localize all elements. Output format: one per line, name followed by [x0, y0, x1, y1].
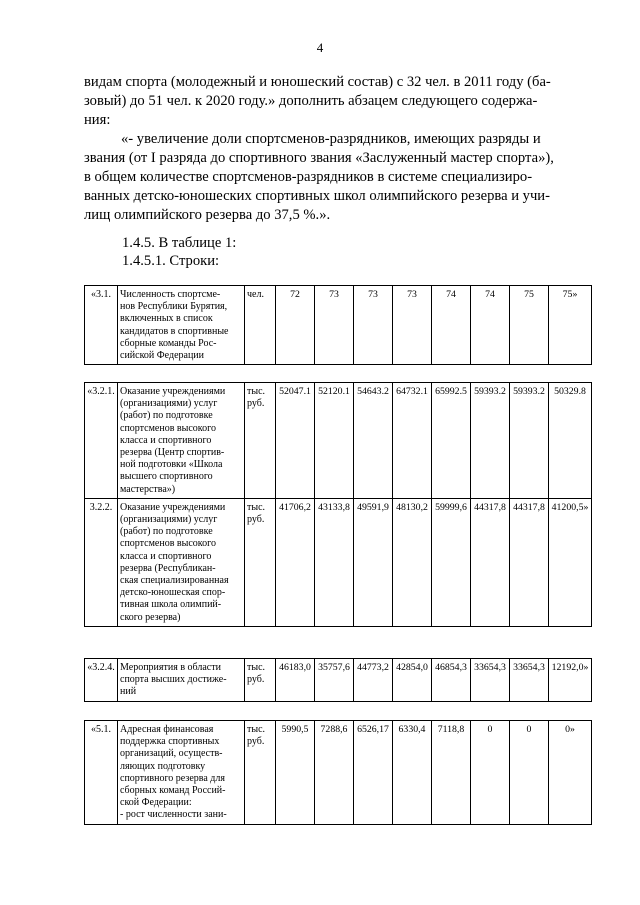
unit-line: руб.: [247, 736, 265, 748]
row-indicator-name: [118, 659, 245, 702]
intro-line: звания (от I разряда до спортивного звания «Заслуженный мастер спорта»),: [84, 150, 554, 166]
row-value: 6526,17: [354, 721, 393, 825]
row-value: 6330,4: [393, 721, 432, 825]
row-indicator-name: [118, 721, 245, 825]
intro-line: ния:: [84, 112, 111, 128]
row-indicator-name: [118, 498, 245, 626]
table-row: [85, 286, 592, 365]
row-value: 59999,6: [432, 498, 471, 626]
row-value: 41200,5»: [549, 498, 592, 626]
row-value: 0»: [549, 721, 592, 825]
indicator-line: спортивного резерва для: [120, 772, 225, 784]
subsection-heading: 1.4.5.1. Строки:: [122, 253, 220, 269]
data-table: [84, 720, 592, 825]
indicator-line: спортсменов высокого: [120, 422, 217, 434]
unit-line: тыс.: [247, 724, 266, 735]
indicator-line: нов Республики Бурятия,: [120, 301, 228, 313]
table-row: [85, 659, 592, 702]
row-value: 59393.2: [510, 383, 549, 499]
row-code: «3.2.1.: [85, 383, 118, 499]
row-value: 52120.1: [315, 383, 354, 499]
indicator-line: Оказание учреждениями: [120, 386, 226, 397]
row-unit: [245, 286, 276, 365]
intro-line: зовый) до 51 чел. к 2020 году.» дополнить абзацем следующего содержа-: [84, 93, 538, 109]
indicator-line: класса и спортивного: [120, 550, 212, 562]
indicator-line: - рост численности зани-: [120, 809, 227, 821]
row-value: 44317,8: [510, 498, 549, 626]
indicator-line: Оказание учреждениями: [120, 501, 226, 513]
indicator-line: резерва (Центр спортив-: [120, 447, 225, 459]
indicator-line: включенных в список: [120, 313, 213, 325]
table-row: [85, 721, 592, 825]
indicator-line: класса и спортивного: [120, 434, 212, 446]
indicator-line: (организациями) услуг: [120, 514, 218, 526]
indicator-line: (организациями) услуг: [120, 398, 218, 410]
row-value: 44317,8: [471, 498, 510, 626]
row-unit: [245, 383, 276, 499]
row-value: 50329.8: [549, 383, 592, 499]
unit-line: руб.: [247, 674, 265, 686]
row-value: 7118,8: [432, 721, 471, 825]
row-value: 54643.2: [354, 383, 393, 499]
indicator-line: организаций, осуществ-: [120, 748, 223, 760]
row-value: 41706,2: [276, 498, 315, 626]
row-value: 35757,6: [315, 659, 354, 702]
row-value: 42854,0: [393, 659, 432, 702]
indicator-line: спорта высших достиже-: [120, 674, 227, 686]
row-value: 43133,8: [315, 498, 354, 626]
intro-line: ванных детско-юношеских спортивных школ олимпийского резерва и учи-: [84, 188, 550, 204]
row-value: 46854,3: [432, 659, 471, 702]
indicator-line: сборные команды Рос-: [120, 337, 217, 349]
row-value: 33654,3: [510, 659, 549, 702]
indicator-line: Численность спортсме-: [120, 289, 221, 300]
indicator-line: сборных команд Россий-: [120, 785, 226, 797]
row-indicator-name: [118, 383, 245, 499]
data-table: [84, 658, 592, 702]
indicator-line: ского резерва): [120, 611, 181, 623]
section-heading: 1.4.5. В таблице 1:: [122, 235, 237, 251]
row-value: 5990,5: [276, 721, 315, 825]
row-value: 7288,6: [315, 721, 354, 825]
indicator-line: ская специализированная: [120, 575, 229, 587]
indicator-line: поддержка спортивных: [120, 736, 220, 748]
row-value: 65992.5: [432, 383, 471, 499]
row-value: 73: [315, 286, 354, 365]
row-value: 44773,2: [354, 659, 393, 702]
row-value: 74: [471, 286, 510, 365]
indicator-line: мастерства»): [120, 483, 176, 495]
row-code: 3.2.2.: [85, 498, 118, 626]
unit-line: чел.: [247, 289, 264, 300]
row-value: 0: [510, 721, 549, 825]
indicator-line: кандидатов в спортивные: [120, 325, 229, 337]
row-value: 48130,2: [393, 498, 432, 626]
intro-paragraph: [84, 73, 574, 225]
unit-line: руб.: [247, 514, 265, 526]
row-value: 73: [393, 286, 432, 365]
page-number: 4: [316, 40, 324, 55]
table-row: [85, 498, 592, 626]
row-code: «3.1.: [85, 286, 118, 365]
intro-line: лищ олимпийского резерва до 37,5 %.».: [84, 207, 331, 223]
row-value: 49591,9: [354, 498, 393, 626]
row-code: «5.1.: [85, 721, 118, 825]
row-value: 46183,0: [276, 659, 315, 702]
indicator-line: ной подготовки «Школа: [120, 459, 223, 471]
row-unit: [245, 721, 276, 825]
unit-line: тыс.: [247, 386, 266, 397]
row-value: 64732.1: [393, 383, 432, 499]
row-value: 75»: [549, 286, 592, 365]
row-value: 12192,0»: [549, 659, 592, 702]
indicator-line: резерва (Республикан-: [120, 562, 216, 574]
indicator-line: Адресная финансовая: [120, 724, 214, 735]
row-value: 74: [432, 286, 471, 365]
indicator-line: высшего спортивного: [120, 471, 213, 483]
indicator-line: детско-юношеская спор-: [120, 587, 226, 599]
indicator-line: (работ) по подготовке: [120, 526, 213, 538]
indicator-line: тивная школа олимпий-: [120, 599, 222, 611]
indicator-line: ской Федерации:: [120, 797, 192, 809]
intro-line: видам спорта (молодежный и юношеский состав) с 32 чел. в 2011 году (ба-: [84, 74, 551, 90]
indicator-line: (работ) по подготовке: [120, 410, 213, 422]
indicator-line: Мероприятия в области: [120, 662, 221, 673]
row-indicator-name: [118, 286, 245, 365]
row-value: 75: [510, 286, 549, 365]
row-unit: [245, 659, 276, 702]
intro-line: в общем количестве спортсменов-разрядников в системе специализиро-: [84, 169, 533, 185]
unit-line: тыс.: [247, 501, 266, 513]
intro-line: «- увеличение доли спортсменов-разрядников, имеющих разряды и: [121, 131, 541, 147]
row-value: 59393.2: [471, 383, 510, 499]
data-table: [84, 382, 592, 627]
unit-line: тыс.: [247, 662, 266, 673]
table-row: [85, 383, 592, 499]
row-code: «3.2.4.: [85, 659, 118, 702]
indicator-line: ний: [120, 686, 137, 698]
row-value: 33654,3: [471, 659, 510, 702]
unit-line: руб.: [247, 398, 265, 410]
indicator-line: сийской Федерации: [120, 350, 205, 362]
row-value: 52047.1: [276, 383, 315, 499]
row-unit: [245, 498, 276, 626]
indicator-line: спортсменов высокого: [120, 538, 217, 550]
row-value: 73: [354, 286, 393, 365]
data-table: [84, 285, 592, 365]
row-value: 72: [276, 286, 315, 365]
row-value: 0: [471, 721, 510, 825]
indicator-line: ляющих подготовку: [120, 760, 206, 772]
